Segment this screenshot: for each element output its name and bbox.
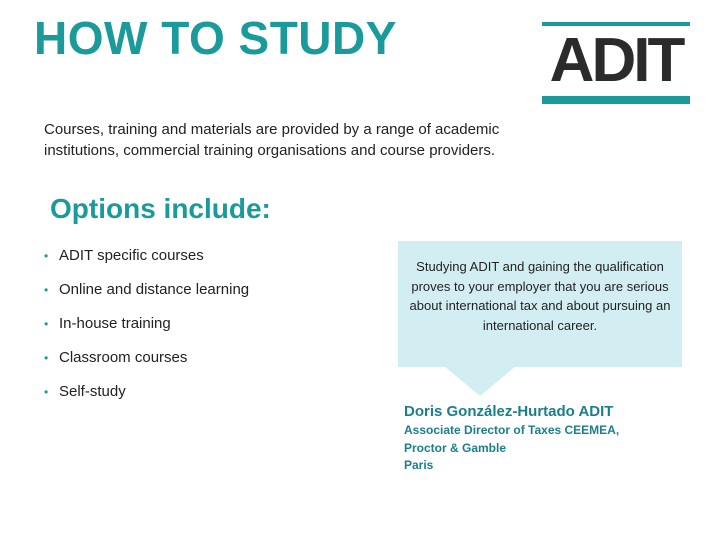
bullet-icon: • bbox=[44, 385, 49, 399]
list-item bbox=[44, 346, 249, 380]
options-list bbox=[44, 244, 249, 414]
attribution-details bbox=[404, 422, 664, 475]
list-item bbox=[44, 278, 249, 312]
intro-paragraph: Courses, training and materials are provided by a range of academic institutions, commercial training organisations and course providers. bbox=[44, 121, 500, 159]
option-label: Self-study bbox=[59, 383, 126, 400]
quote-callout bbox=[398, 241, 682, 367]
option-label: Online and distance learning bbox=[59, 281, 250, 298]
attribution-name: Doris González-Hurtado ADIT bbox=[404, 403, 614, 420]
callout-pointer bbox=[444, 366, 516, 396]
adit-logo bbox=[542, 22, 690, 106]
list-item bbox=[44, 244, 249, 278]
bullet-icon: • bbox=[44, 317, 49, 331]
list-item bbox=[44, 380, 249, 414]
attribution-role: Associate Director of Taxes CEEMEA, bbox=[404, 423, 620, 437]
logo-wordmark: ADIT bbox=[549, 26, 683, 95]
logo-bottom-bar bbox=[542, 96, 690, 104]
option-label: Classroom courses bbox=[59, 349, 188, 366]
attribution-company: Proctor & Gamble bbox=[404, 440, 507, 455]
bullet-icon: • bbox=[44, 249, 49, 263]
attribution-location: Paris bbox=[404, 458, 434, 472]
list-item bbox=[44, 312, 249, 346]
option-label: In-house training bbox=[59, 315, 171, 332]
options-heading: Options include: bbox=[50, 193, 271, 224]
quote-text: Studying ADIT and gaining the qualification proves to your employer that you are serious about international tax and about pursuing an international career. bbox=[409, 259, 671, 333]
bullet-icon: • bbox=[44, 283, 49, 297]
bullet-icon: • bbox=[44, 351, 49, 365]
option-label: ADIT specific courses bbox=[59, 247, 204, 264]
page-title: HOW TO STUDY bbox=[34, 12, 397, 64]
